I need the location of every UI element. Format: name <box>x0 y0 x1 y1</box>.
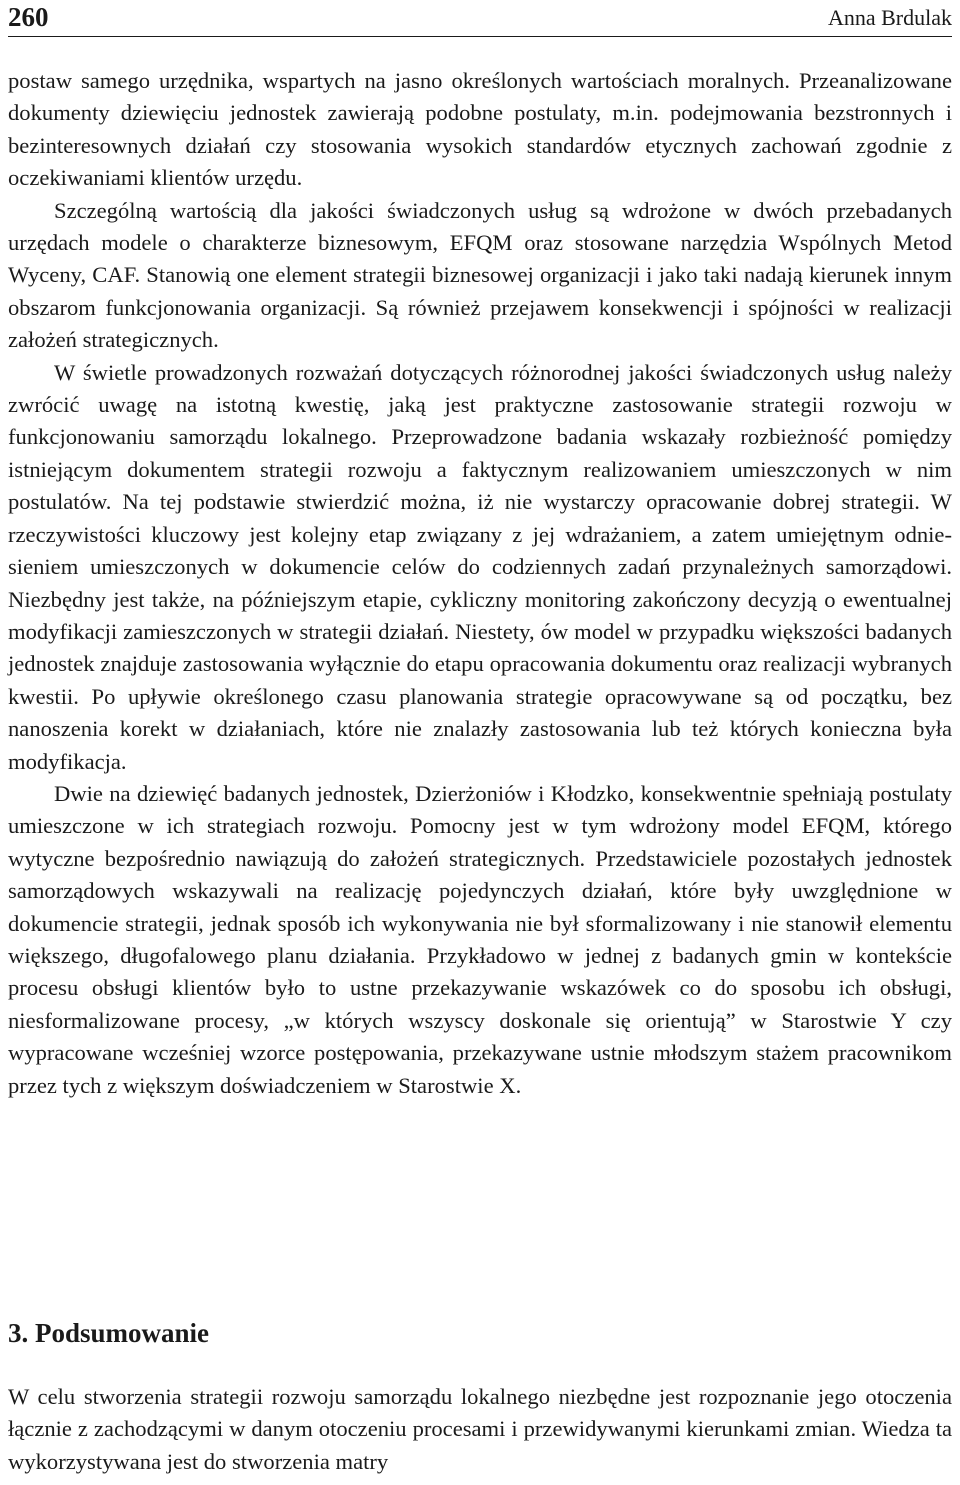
paragraph: Dwie na dziewięć badanych jednostek, Dzierżoniów i Kłodzko, konsekwentnie spełniają postulaty umieszczone w ich strategiach rozwoju. Pomocny jest w tym wdrożony model EFQM, którego wytyczne bezpośrednio nawiązują do założeń strategicznych. Przedstawiciele pozostałych jednostek samorządowych wskazywali na realizację pojedynczych działań, które były uwzględnione w dokumencie strategii, jednak sposób ich wykonywania nie był sformalizowany i nie stanowił elementu większego, długofalowego planu działania. Przykładowo w jednej z badanych gmin w kontekście procesu obsługi klientów było to ustne przekazywanie wskazówek co do sposobu ich obsługi, niesformalizowane procesy, „w których wszyscy doskonale się orientują” w Starostwie Y czy wypracowane wcześniej wzorce postępowania, przekazywane ustnie młodszym stażem pracownikom przez tych z większym doświadczeniem w Starostwie X. <box>8 780 952 1098</box>
paragraph: W świetle prowadzonych rozważań dotyczących różnorodnej jakości świadczonych usług należy zwrócić uwagę na istotną kwestię, jaką jest praktyczne zastosowanie strategii rozwoju w funkcjonowaniu samorządu lokalnego. Przeprowadzone badania wskazały rozbieżność pomiędzy istniejącym dokumentem strategii rozwoju a faktycznym realizowaniem umieszczonych w nim postulatów. Na tej podstawie stwierdzić można, iż nie wystarczy opracowanie dobrej strategii. W rzeczywistości kluczowy jest kolejny etap związany z jej wdrażaniem, a zatem umiejętnym odniesieniem umieszczonych w dokumencie celów do codziennych zadań przynależnych samorządowi. Niezbędny jest także, na późniejszym etapie, cykliczny monitoring zakończony decyzją o ewentualnej modyfikacji zamieszczonych w strategii działań. Niestety, ów model w przypadku większości badanych jednostek znajduje zastosowania wyłącznie do etapu opracowania dokumentu oraz realizacji wybranych kwestii. Po upływie określonego czasu planowania strategie opracowywane są od początku, bez nanoszenia korekt w działaniach, które nie znalazły zastosowania lub też których konieczna była modyfikacja. <box>8 359 952 774</box>
running-header <box>8 0 952 37</box>
paragraph: Szczególną wartością dla jakości świadczonych usług są wdrożone w dwóch przebadanych urzędach modele o charakterze biznesowym, EFQM oraz stosowane narzędzia Wspólnych Metod Wyceny, CAF. Stanowią one element strategii biznesowej organizacji i jako taki nadają kierunek innym obszarom funkcjonowania organizacji. Są również przejawem konsekwencji i spójności w realizacji założeń strategicznych. <box>8 197 952 353</box>
paragraph: W celu stworzenia strategii rozwoju samorządu lokalnego niezbędne jest rozpoznanie jego otoczenia łącznie z zachodzącymi w danym otoczeniu procesami i przewidywanymi kierunkami zmian. Wiedza ta wykorzystywana jest do stworzenia matry <box>8 1384 952 1474</box>
main-text <box>8 65 952 1102</box>
running-author: Anna Brdulak <box>827 5 952 30</box>
paragraph-continuation: postaw samego urzędnika, wspartych na jasno określonych wartościach moralnych. Przeanalizowane dokumenty dziewięciu jednostek zawierają podobne postulaty, m.in. podejmowania bezstronnych i bezinteresownych działań czy stosowania wysokich standardów etycznych zachowań zgodnie z oczekiwaniami klientów urzędu. <box>8 68 952 191</box>
section-text <box>8 1381 952 1478</box>
page-number: 260 <box>8 2 49 32</box>
section-heading: 3. Podsumowanie <box>8 1318 210 1348</box>
